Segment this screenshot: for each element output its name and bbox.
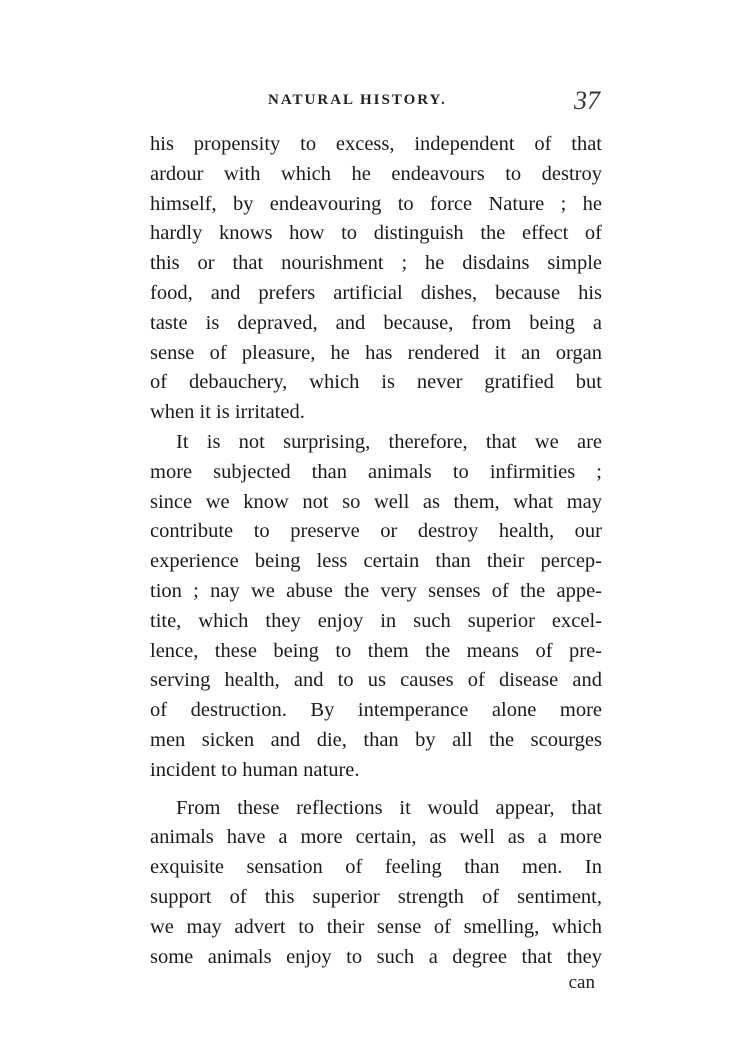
text-line: serving health, and to us causes of disease and bbox=[150, 669, 602, 692]
text-line: From these reflections it would appear, that bbox=[176, 796, 602, 819]
text-line: some animals enjoy to such a degree that they bbox=[150, 945, 602, 968]
text-line: his propensity to excess, independent of that bbox=[150, 133, 602, 155]
text-line: of debauchery, which is never gratified but bbox=[150, 371, 602, 394]
text-line: lence, these being to them the means of pre- bbox=[150, 639, 602, 662]
text-line: men sicken and die, than by all the scourges bbox=[150, 728, 602, 751]
text-line: contribute to preserve or destroy health, our bbox=[150, 520, 602, 543]
page-number: 37 bbox=[574, 86, 600, 115]
text-line: ardour with which he endeavours to destroy bbox=[150, 162, 602, 185]
text-line: tion ; nay we abuse the very senses of the appe- bbox=[150, 579, 602, 602]
text-line: support of this superior strength of sentiment, bbox=[150, 885, 602, 908]
text-line: animals have a more certain, as well as a more bbox=[150, 826, 602, 849]
catchword: can bbox=[568, 972, 595, 993]
text-line: experience being less certain than their percep- bbox=[150, 550, 602, 573]
text-line: this or that nourishment ; he disdains simple bbox=[150, 252, 602, 275]
text-line: when it is irritated. bbox=[150, 401, 305, 424]
text-line: incident to human nature. bbox=[150, 758, 360, 781]
text-line: It is not surprising, therefore, that we are bbox=[176, 430, 602, 453]
text-line: hardly knows how to distinguish the effect of bbox=[150, 222, 602, 245]
text-line: exquisite sensation of feeling than men. In bbox=[150, 856, 602, 879]
text-line: since we know not so well as them, what may bbox=[150, 490, 602, 513]
body-text bbox=[150, 130, 602, 972]
text-line: taste is depraved, and because, from being a bbox=[150, 311, 602, 334]
text-line: more subjected than animals to infirmities ; bbox=[150, 460, 602, 483]
paragraph-gap bbox=[150, 786, 602, 794]
running-head bbox=[150, 88, 600, 118]
text-line: we may advert to their sense of smelling, which bbox=[150, 915, 602, 938]
text-line: himself, by endeavouring to force Nature ; he bbox=[150, 192, 602, 215]
text-line: of destruction. By intemperance alone more bbox=[150, 699, 602, 722]
running-title: NATURAL HISTORY. bbox=[268, 92, 447, 108]
text-line: food, and prefers artificial dishes, because his bbox=[150, 281, 602, 304]
text-line: sense of pleasure, he has rendered it an organ bbox=[150, 341, 602, 364]
text-line: tite, which they enjoy in such superior excel- bbox=[150, 609, 602, 632]
